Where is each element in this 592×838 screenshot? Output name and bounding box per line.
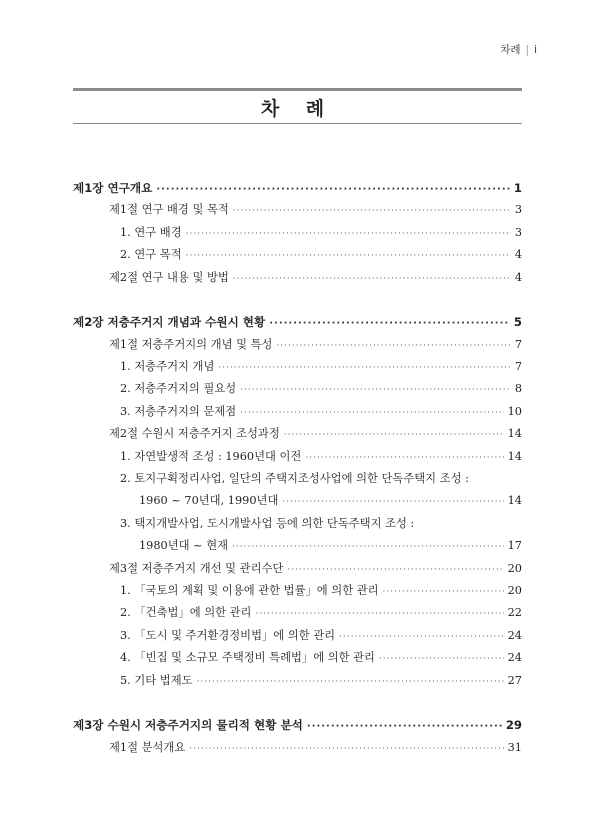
toc-leader-dots <box>186 245 511 267</box>
toc-entry-label: 제3절 저층주거지 개선 및 관리수단 <box>109 561 284 575</box>
toc-cont-entry[interactable] <box>73 490 522 512</box>
toc-leader-dots <box>255 603 503 625</box>
toc-section-entry[interactable] <box>73 267 522 289</box>
toc-page-number: 4 <box>514 248 522 262</box>
toc-entry-label: 2. 「건축법」에 의한 관리 <box>120 606 252 620</box>
toc-leader-dots <box>240 379 511 401</box>
toc-item-entry[interactable] <box>73 647 522 669</box>
toc-entry-label: 1. 「국토의 계획 및 이용에 관한 법률」에 의한 관리 <box>120 583 379 597</box>
toc-entry-label: 제2절 수원시 저층주거지 조성과정 <box>109 427 280 441</box>
running-head-separator: | <box>525 44 530 56</box>
toc-page-number: 3 <box>514 203 522 217</box>
toc-entry-label: 4. 「빈집 및 소규모 주택정비 특례법」에 의한 관리 <box>120 651 375 665</box>
title-top-bar <box>73 88 522 91</box>
toc-section-entry[interactable] <box>73 737 522 759</box>
toc-item-entry[interactable] <box>73 446 522 468</box>
toc-page-number: 24 <box>507 628 522 642</box>
toc-leader-dots <box>189 738 503 760</box>
page-title: 차 례 <box>260 98 335 120</box>
running-head <box>500 42 537 57</box>
toc-entry-label: 1. 저층주거지 개념 <box>120 360 215 374</box>
toc-leader-dots <box>218 357 510 379</box>
toc-entry-label: 제3장 수원시 저층주거지의 물리적 현황 분석 <box>73 718 303 733</box>
toc-leader-dots <box>240 402 503 424</box>
toc-item-entry[interactable] <box>73 625 522 647</box>
toc-page-number: 29 <box>505 718 522 733</box>
toc-section-entry[interactable] <box>73 334 522 356</box>
toc-section-entry[interactable] <box>73 199 522 221</box>
toc-entry-label: 3. 저층주거지의 문제점 <box>120 404 237 418</box>
toc-item-entry[interactable] <box>73 356 522 378</box>
toc-leader-dots <box>233 268 511 290</box>
toc-chapter-entry[interactable] <box>73 311 522 333</box>
toc-page-number: 31 <box>507 740 522 754</box>
toc-item-entry[interactable] <box>73 401 522 423</box>
toc-leader-dots <box>339 626 504 648</box>
toc-cont-entry[interactable] <box>73 535 522 557</box>
toc-leader-dots <box>383 581 504 603</box>
toc-page-number: 5 <box>513 315 522 330</box>
toc-leader-dots <box>156 179 510 201</box>
toc-entry-label: 제1절 저층주거지의 개념 및 특성 <box>109 337 273 351</box>
toc-section-entry[interactable] <box>73 423 522 445</box>
toc-entry-label: 제2절 연구 내용 및 방법 <box>109 270 229 284</box>
toc-page-number: 7 <box>514 337 522 351</box>
toc-page-number: 8 <box>514 382 522 396</box>
toc-leader-dots <box>284 424 504 446</box>
toc-item-entry[interactable] <box>73 378 522 400</box>
toc-entry-label: 1980년대 ~ 현재 <box>139 539 229 553</box>
toc-item-entry[interactable] <box>73 670 522 692</box>
toc-page-number: 20 <box>507 561 522 575</box>
title-bottom-rule <box>73 123 522 124</box>
toc-leader-dots <box>269 313 510 335</box>
toc-entry-label: 제1장 연구개요 <box>73 181 153 195</box>
toc-page-number: 7 <box>514 360 522 374</box>
toc-page-number: 14 <box>507 494 522 508</box>
toc-item-entry[interactable] <box>73 222 522 244</box>
toc-wrapline-entry[interactable] <box>73 513 522 535</box>
toc-entry-label: 1. 자연발생적 조성 : 1960년대 이전 <box>120 449 302 463</box>
toc-leader-dots <box>232 536 504 558</box>
toc-page-number: 1 <box>513 181 522 195</box>
toc-item-entry[interactable] <box>73 602 522 624</box>
toc-entry-label: 2. 연구 목적 <box>120 248 182 262</box>
toc-entry-label: 제1절 연구 배경 및 목적 <box>109 203 229 217</box>
toc-entry-label: 3. 택지개발사업, 도시개발사업 등에 의한 단독주택지 조성 : <box>120 516 415 530</box>
toc-page-number: 14 <box>507 427 522 441</box>
toc-leader-dots <box>197 671 504 693</box>
toc-leader-dots <box>305 447 503 469</box>
toc-page-number: 17 <box>507 539 522 553</box>
toc-entry-label: 5. 기타 법제도 <box>120 673 193 687</box>
toc-section-entry[interactable] <box>73 558 522 580</box>
toc-chapter-entry[interactable] <box>73 177 522 199</box>
toc-entry-label: 1. 연구 배경 <box>120 225 182 239</box>
toc-leader-dots <box>233 200 511 222</box>
toc-entry-label: 2. 저층주거지의 필요성 <box>120 382 237 396</box>
toc-entry-label: 제1절 분석개요 <box>109 740 186 754</box>
toc-entry-label: 2. 토지구획정리사업, 일단의 주택지조성사업에 의한 단독주택지 조성 : <box>120 471 469 485</box>
toc-page-number: 3 <box>514 225 522 239</box>
toc-item-entry[interactable] <box>73 580 522 602</box>
toc-page-number: 27 <box>507 673 522 687</box>
toc-page-number: 4 <box>514 270 522 284</box>
running-head-page-number: i <box>534 44 537 56</box>
toc-entry-label: 1960 ~ 70년대, 1990년대 <box>139 494 279 508</box>
toc-page-number: 22 <box>507 606 522 620</box>
toc-leader-dots <box>287 559 503 581</box>
toc-leader-dots <box>186 223 511 245</box>
toc-wrapline-entry[interactable] <box>73 468 522 490</box>
toc-item-entry[interactable] <box>73 244 522 266</box>
toc-entry-label: 제2장 저층주거지 개념과 수원시 현황 <box>73 315 266 330</box>
toc-leader-dots <box>282 491 503 513</box>
toc-page-number: 10 <box>507 404 522 418</box>
toc-page-number: 14 <box>507 449 522 463</box>
toc-leader-dots <box>307 716 502 738</box>
running-head-title: 차례 <box>500 44 521 56</box>
toc-page-number: 24 <box>507 651 522 665</box>
toc-chapter-entry[interactable] <box>73 714 522 736</box>
toc-leader-dots <box>379 648 504 670</box>
table-of-contents <box>73 177 522 759</box>
toc-page-number: 20 <box>507 583 522 597</box>
toc-leader-dots <box>276 335 510 357</box>
toc-entry-label: 3. 「도시 및 주거환경정비법」에 의한 관리 <box>120 628 336 642</box>
